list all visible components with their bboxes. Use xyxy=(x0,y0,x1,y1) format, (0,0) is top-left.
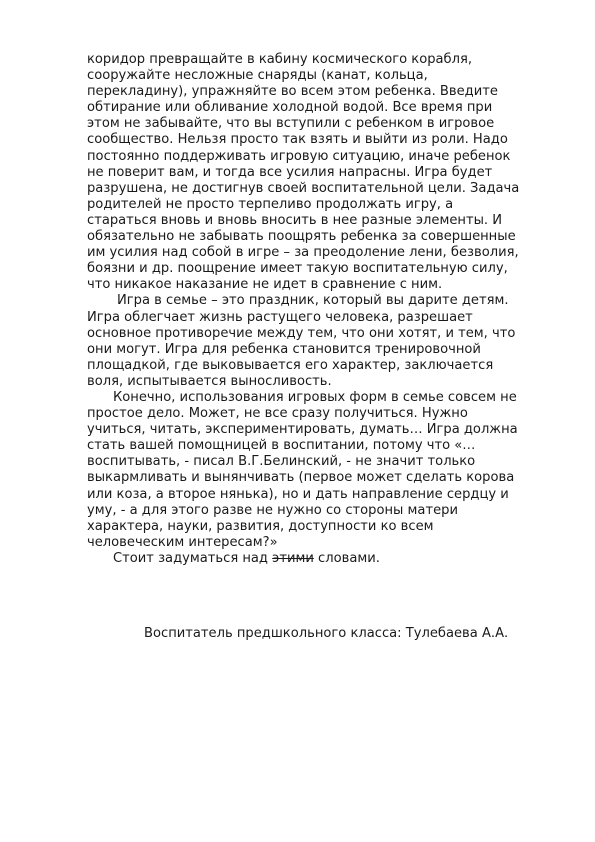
paragraph-1 xyxy=(87,52,557,293)
text-line: этом не забывайте, что вы вступили с ребенком в игровое xyxy=(87,116,495,132)
text-line: перекладину), упражняйте во всем этом ребенка. Введите xyxy=(87,84,498,100)
text-line: стать вашей помощницей в воспитании, потому что «… xyxy=(87,438,476,454)
text-line: человеческим интересам?» xyxy=(87,534,278,550)
text-line: воспитывать, - писал В.Г.Белинский, - не значит только xyxy=(87,454,476,470)
text-line: разрушена, не достигнув своей воспитательной цели. Задача xyxy=(87,180,520,196)
text-line: не поверит вам, и тогда все усилия напрасны. Игра будет xyxy=(87,164,493,180)
text-line: сооружайте несложные снаряды (канат, кольца, xyxy=(87,68,428,84)
text-line: простое дело. Может, не все сразу получиться. Нужно xyxy=(87,406,468,422)
text-line: учиться, читать, экспериментировать, думать… Игра должна xyxy=(87,422,518,438)
text-line: обтирание или обливание холодной водой. Все время при xyxy=(87,100,493,116)
paragraph-2 xyxy=(87,293,557,390)
closing-line xyxy=(87,551,557,567)
text-line: коридор превращайте в кабину космического корабля, xyxy=(87,52,473,67)
text-line-first: Конечно, использования игровых форм в семье совсем не xyxy=(113,389,517,405)
text-line: выкармливать и вынянчивать (первое может сделать корова xyxy=(87,470,515,486)
closing-text-before: Стоит задуматься над xyxy=(113,550,273,566)
text-line: воля, испытывается выносливость. xyxy=(87,373,332,389)
closing-text-after: словами. xyxy=(313,550,380,566)
text-line: постоянно поддерживать игровую ситуацию, иначе ребенок xyxy=(87,148,511,164)
text-line-first: Игра в семье – это праздник, который вы дарите детям. xyxy=(117,293,509,309)
text-line: стараться вновь и вновь вносить в нее разные элементы. И xyxy=(87,212,503,228)
text-line: основное противоречие между тем, что они хотят, и тем, что xyxy=(87,325,516,341)
struck-word: этими xyxy=(272,550,314,566)
text-line: площадкой, где выковывается его характер, заключается xyxy=(87,357,494,373)
text-line: они могут. Игра для ребенка становится тренировочной xyxy=(87,341,481,357)
text-line: боязни и др. поощрение имеет такую воспитательную силу, xyxy=(87,261,508,277)
text-line: что никакое наказание не идет в сравнение с ним. xyxy=(87,277,443,293)
paragraph-3 xyxy=(87,390,557,551)
text-line: характера, науки, развития, доступности ко всем xyxy=(87,518,434,534)
text-line: родителей не просто терпеливо продолжать игру, а xyxy=(87,196,454,212)
text-line: обязательно не забывать поощрять ребенка за совершенные xyxy=(87,229,516,245)
text-line: им усилия над собой в игре – за преодоление лени, безволия, xyxy=(87,245,519,261)
text-line: Игра облегчает жизнь растущего человека, разрешает xyxy=(87,309,473,325)
document-body xyxy=(87,52,557,567)
text-line: сообщество. Нельзя просто так взять и выйти из роли. Надо xyxy=(87,132,508,148)
signature-line: Воспитатель предшкольного класса: Тулебаева А.А. xyxy=(144,626,509,641)
paragraph-4 xyxy=(87,551,557,567)
text-line: уму, - а для этого разве не нужно со стороны матери xyxy=(87,502,458,518)
text-line: или коза, а второе нянька), но и дать направление сердцу и xyxy=(87,486,509,502)
